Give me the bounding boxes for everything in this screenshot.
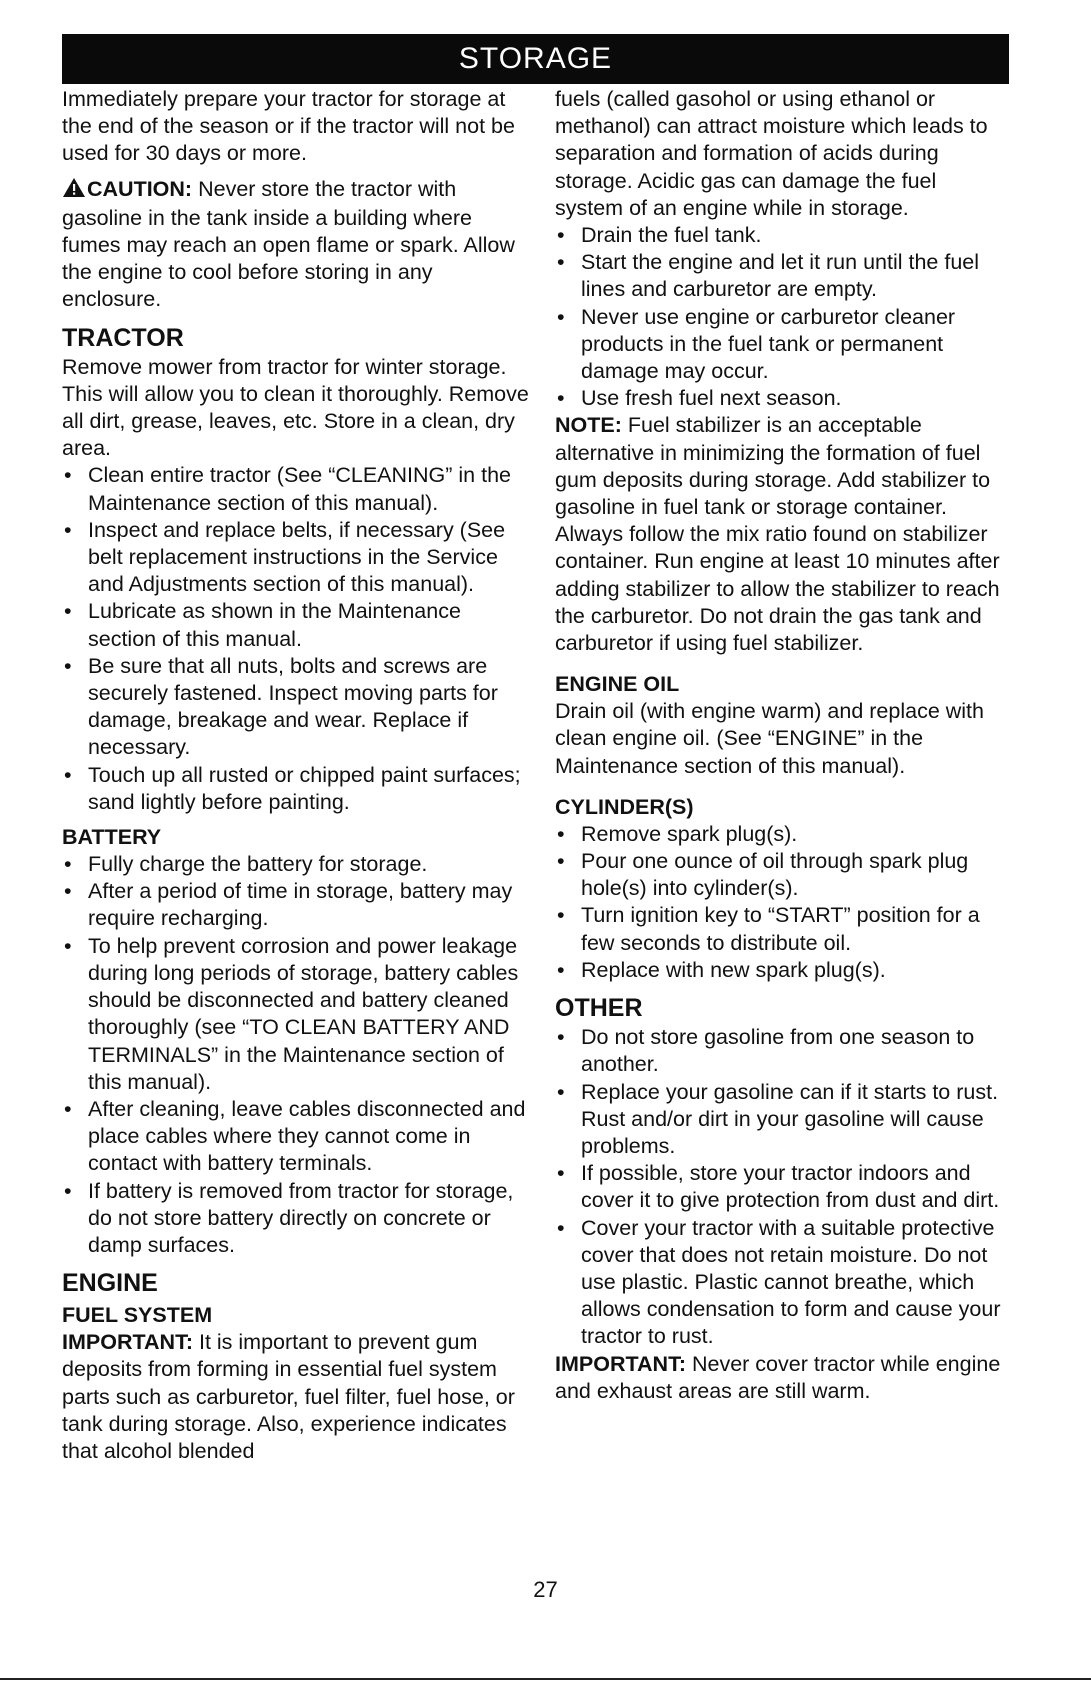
important-label: IMPORTANT: <box>62 1330 193 1355</box>
list-item: • Cover your tractor with a suitable protective cover that does not retain moisture. Do not use plastic. Plastic cannot breathe, which allows condensation to form and cause your tractor to rust. <box>555 1215 1010 1351</box>
section-banner: STORAGE <box>62 34 1009 84</box>
left-column <box>62 86 532 1465</box>
other-heading: OTHER <box>555 994 643 1023</box>
list-item: • Remove spark plug(s). <box>555 821 1010 848</box>
list-item: • Touch up all rusted or chipped paint surfaces; sand lightly before painting. <box>62 762 532 816</box>
cylinders-heading: CYLINDER(S) <box>555 794 694 819</box>
note-paragraph <box>555 412 1010 657</box>
caution-text: Never store the tractor with gasoline in the tank inside a building where fumes may reach an open flame or spark. Allow the engine to cool before storing in any enclosure. <box>62 176 515 312</box>
list-item: • Never use engine or carburetor cleaner products in the fuel tank or permanent damage may occur. <box>555 304 1010 386</box>
intro-paragraph: Immediately prepare your tractor for storage at the end of the season or if the tractor will not be used for 30 days or more. <box>62 87 515 166</box>
list-item: • Be sure that all nuts, bolts and screws are securely fastened. Inspect moving parts for damage, breakage and wear. Replace if necessary. <box>62 653 532 762</box>
important-warm-paragraph <box>555 1351 1010 1405</box>
list-item: • Start the engine and let it run until the fuel lines and carburetor are empty. <box>555 249 1010 303</box>
bottom-rule <box>0 1678 1091 1680</box>
list-item: • Pour one ounce of oil through spark plug hole(s) into cylinder(s). <box>555 848 1010 902</box>
list-item: • If possible, store your tractor indoors and cover it to give protection from dust and dirt. <box>555 1160 1010 1214</box>
battery-heading: BATTERY <box>62 825 162 850</box>
fuel-system-heading: FUEL SYSTEM <box>62 1303 213 1328</box>
list-item: • Replace with new spark plug(s). <box>555 957 1010 984</box>
other-list <box>555 1024 1010 1350</box>
tractor-list <box>62 462 532 816</box>
fuel-continued-paragraph: fuels (called gasohol or using ethanol or methanol) can attract moisture which leads to separation and formation of acids during storage. Acidic gas can damage the fuel system of an engine while in storage. <box>555 87 988 220</box>
list-item: • Turn ignition key to “START” position for a few seconds to distribute oil. <box>555 902 1010 956</box>
important-paragraph <box>62 1329 532 1465</box>
list-item: • Fully charge the battery for storage. <box>62 851 532 878</box>
engine-heading: ENGINE <box>62 1269 158 1298</box>
note-label: NOTE: <box>555 413 622 438</box>
engine-oil-paragraph: Drain oil (with engine warm) and replace with clean engine oil. (See “ENGINE” in the Maintenance section of this manual). <box>555 699 984 778</box>
engine-oil-heading: ENGINE OIL <box>555 672 680 697</box>
list-item: • After a period of time in storage, battery may require recharging. <box>62 878 532 932</box>
important-text: It is important to prevent gum deposits from forming in essential fuel system parts such as carburetor, fuel filter, fuel hose, or tank during storage. Also, experience indicates that alcohol blended <box>62 1330 515 1463</box>
important-warm-text: Never cover tractor while engine and exhaust areas are still warm. <box>555 1351 1001 1403</box>
right-column <box>555 86 1010 1405</box>
cylinders-list <box>555 821 1010 984</box>
caution-label: CAUTION: <box>87 176 193 201</box>
list-item: • After cleaning, leave cables disconnected and place cables where they cannot come in contact with battery terminals. <box>62 1096 532 1178</box>
fuel-list <box>555 222 1010 412</box>
note-text: Fuel stabilizer is an acceptable alternative in minimizing the formation of fuel gum deposits during storage. Add stabilizer to gasoline in fuel tank or storage container. Always follow the mix ratio found on stabilizer container. Run engine at least 10 minutes after adding stabilizer to allow the stabilizer to reach the carburetor. Do not drain the gas tank and carburetor if using fuel stabilizer. <box>555 413 1000 656</box>
list-item: • Inspect and replace belts, if necessary (See belt replacement instructions in the Service and Adjustments section of this manual). <box>62 517 532 599</box>
list-item: • Use fresh fuel next season. <box>555 385 1010 412</box>
warning-triangle-icon <box>62 177 86 205</box>
list-item: • To help prevent corrosion and power leakage during long periods of storage, battery cables should be disconnected and battery cleaned thoroughly (see “TO CLEAN BATTERY AND TERMINALS” in the Maintenance section of this manual). <box>62 933 532 1096</box>
tractor-paragraph: Remove mower from tractor for winter storage. This will allow you to clean it thoroughly. Remove all dirt, grease, leaves, etc. Store in a clean, dry area. <box>62 354 529 461</box>
list-item: • Clean entire tractor (See “CLEANING” in the Maintenance section of this manual). <box>62 462 532 516</box>
list-item: • Drain the fuel tank. <box>555 222 1010 249</box>
tractor-heading: TRACTOR <box>62 323 184 352</box>
list-item: • Lubricate as shown in the Maintenance section of this manual. <box>62 598 532 652</box>
list-item: • Do not store gasoline from one season to another. <box>555 1024 1010 1078</box>
caution-paragraph <box>62 176 532 314</box>
page-number: 27 <box>533 1577 558 1602</box>
list-item: • If battery is removed from tractor for storage, do not store battery directly on concrete or damp surfaces. <box>62 1178 532 1260</box>
important-label: IMPORTANT: <box>555 1351 686 1376</box>
battery-list <box>62 851 532 1259</box>
list-item: • Replace your gasoline can if it starts to rust. Rust and/or dirt in your gasoline will cause problems. <box>555 1079 1010 1161</box>
